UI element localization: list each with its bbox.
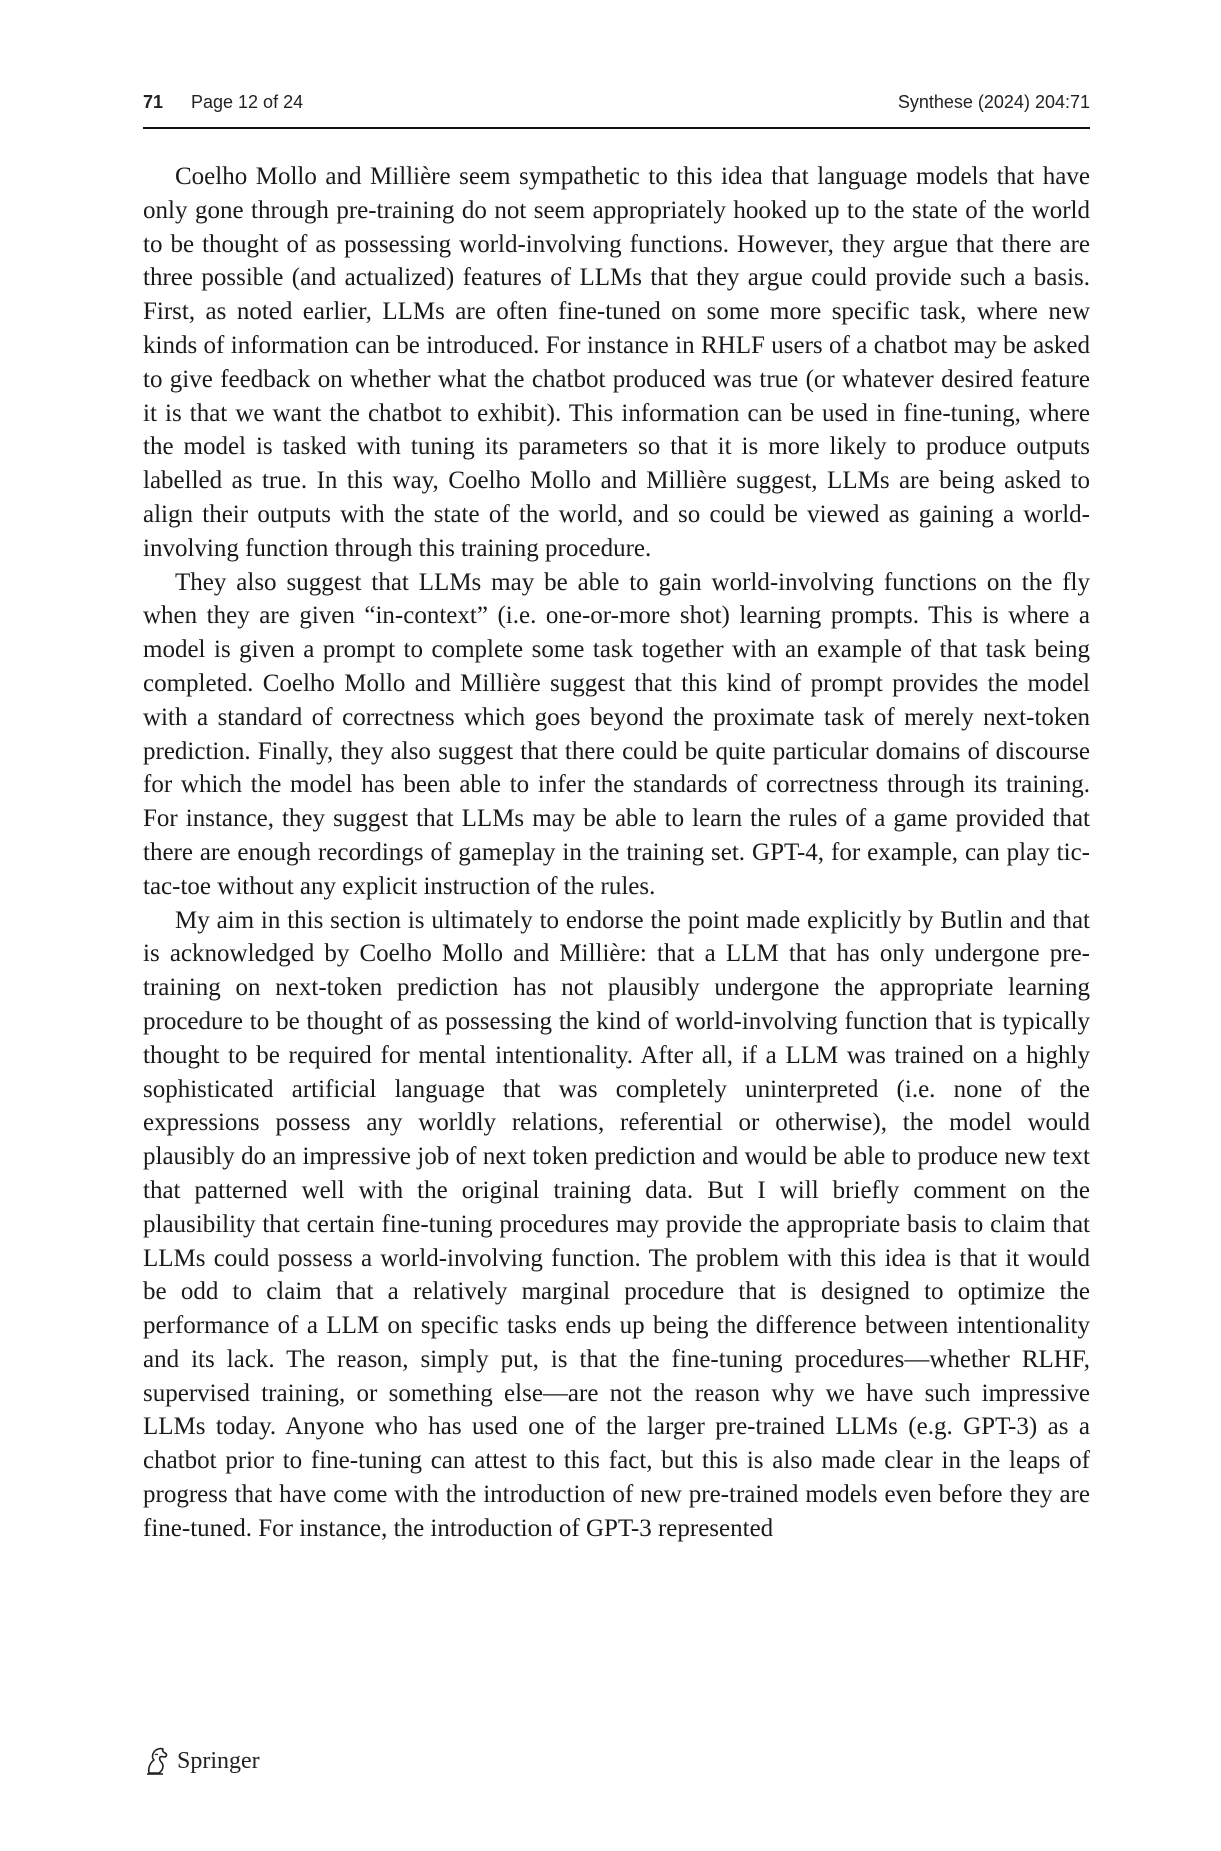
- paragraph: My aim in this section is ultimately to endorse the point made explicitly by Butlin and that is acknowledged by Coelho Mollo and Millière: that a LLM that has only undergone pre-training on next-token prediction has not plausibly undergone the appropriate learning procedure to be thought of as possessing the kind of world-involving function that is typically thought to be required for mental intentionality. After all, if a LLM was trained on a highly sophisticated artificial language that was completely uninterpreted (i.e. none of the expressions possess any worldly relations, referential or otherwise), the model would plausibly do an impressive job of next token prediction and would be able to produce new text that patterned well with the original training data. But I will briefly comment on the plausibility that certain fine-tuning procedures may provide the appropriate basis to claim that LLMs could possess a world-involving function. The problem with this idea is that it would be odd to claim that a relatively marginal procedure that is designed to optimize the performance of a LLM on specific tasks ends up being the difference between intentionality and its lack. The reason, simply put, is that the fine-tuning procedures—whether RLHF, supervised training, or something else—are not the reason why we have such impressive LLMs today. Anyone who has used one of the larger pre-trained LLMs (e.g. GPT-3) as a chatbot prior to fine-tuning can attest to this fact, but this is also made clear in the leaps of progress that have come with the introduction of new pre-trained models even before they are fine-tuned. For instance, the introduction of GPT-3 represented: [143, 906, 1090, 1542]
- publisher-footer: [143, 1744, 260, 1778]
- article-number: 71: [143, 92, 164, 112]
- running-header: [143, 92, 1090, 122]
- journal-citation: Synthese (2024) 204:71: [897, 92, 1090, 112]
- paragraph: They also suggest that LLMs may be able to gain world-involving functions on the fly when they are given “in-context” (i.e. one-or-more shot) learning prompts. This is where a model is given a prompt to complete some task together with an example of that task being completed. Coelho Mollo and Millière suggest that this kind of prompt provides the model with a standard of correctness which goes beyond the proximate task of merely next-token prediction. Finally, they also suggest that there could be quite particular domains of discourse for which the model has been able to infer the standards of correctness through its training. For instance, they suggest that LLMs may be able to learn the rules of a game provided that there are enough recordings of gameplay in the training set. GPT-4, for example, can play tic-tac-toe without any explicit instruction of the rules.: [143, 568, 1090, 900]
- header-divider: [143, 127, 1090, 129]
- paragraph: Coelho Mollo and Millière seem sympathetic to this idea that language models that have only gone through pre-training do not seem appropriately hooked up to the state of the world to be thought of as possessing world-involving functions. However, they argue that there are three possible (and actualized) features of LLMs that they argue could provide such a basis. First, as noted earlier, LLMs are often fine-tuned on some more specific task, where new kinds of information can be introduced. For instance in RHLF users of a chatbot may be asked to give feedback on whether what the chatbot produced was true (or whatever desired feature it is that we want the chatbot to exhibit). This information can be used in fine-tuning, where the model is tasked with tuning its parameters so that it is more likely to produce outputs labelled as true. In this way, Coelho Mollo and Millière suggest, LLMs are being asked to align their outputs with the state of the world, and so could be viewed as gaining a world-involving function through this training procedure.: [143, 163, 1090, 562]
- springer-horse-icon: [143, 1746, 171, 1776]
- page-number: Page 12 of 24: [191, 92, 304, 112]
- body-text: [143, 160, 1090, 1546]
- publisher-name: Springer: [177, 1747, 260, 1774]
